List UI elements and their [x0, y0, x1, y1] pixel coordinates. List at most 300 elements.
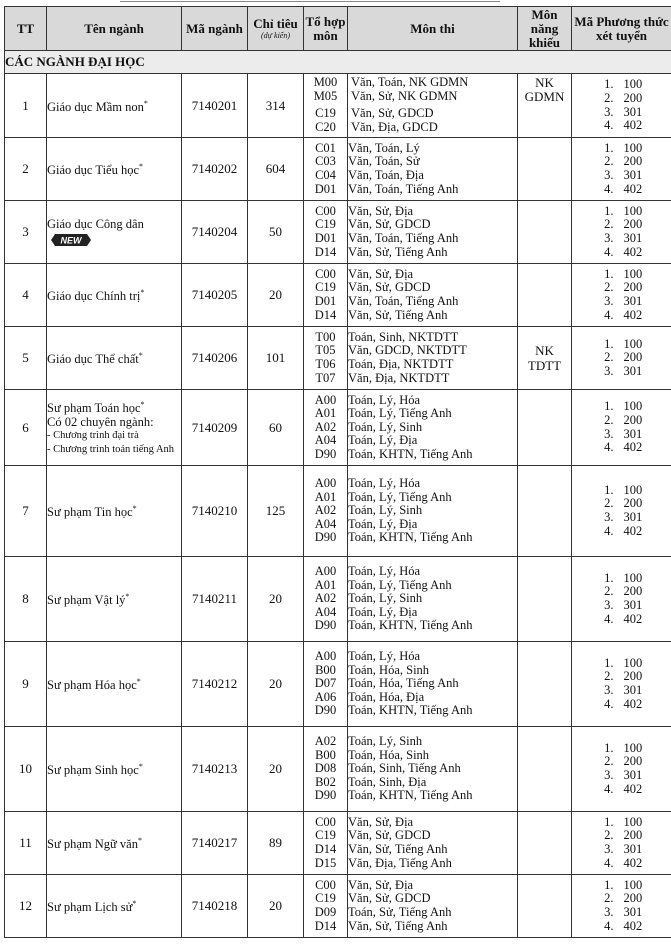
row-to-hop [304, 812, 348, 875]
combo-code: T05 [315, 343, 336, 358]
row-ma-nganh: 7140205 [182, 264, 248, 327]
major-name: Sư phạm Lịch sử [47, 900, 133, 915]
method-index: 4. [604, 440, 614, 455]
combo-subjects: Toán, Hóa, Sinh [348, 747, 430, 762]
combo-subjects: Văn, Toán, Tiếng Anh [348, 181, 459, 196]
combo-subjects: Toán, Lý, Hóa [348, 392, 421, 407]
section-row [5, 51, 671, 74]
combo-code: C00 [315, 814, 336, 829]
table-row [5, 875, 671, 938]
major-name: Sư phạm Sinh học [47, 763, 139, 778]
row-nang-khieu [518, 201, 572, 264]
method-code: 301 [623, 168, 643, 182]
method-code: 200 [623, 828, 643, 843]
combo-subjects: Toán, Sinh, Tiếng Anh [348, 761, 461, 776]
method-item [572, 351, 671, 365]
combo-code: C00 [315, 203, 336, 218]
major-name: Sư phạm Toán học [47, 401, 141, 416]
table-row [5, 138, 671, 201]
method-item [572, 892, 671, 906]
method-code: 402 [623, 696, 643, 711]
major-name: Sư phạm Hóa học [47, 678, 137, 693]
method-item [572, 169, 671, 183]
major-name: Giáo dục Mầm non [47, 100, 144, 115]
row-ma-nganh: 7140218 [182, 875, 248, 938]
method-index: 1. [604, 482, 614, 497]
method-code: 301 [623, 683, 643, 697]
row-chi-tieu: 50 [248, 201, 304, 264]
method-index: 1. [604, 655, 614, 670]
method-code: 200 [623, 496, 643, 511]
combo-code: B00 [315, 747, 336, 762]
method-index: 1. [604, 336, 614, 351]
method-code: 301 [623, 768, 643, 782]
combo-code: C01 [315, 140, 336, 155]
method-index: 2. [604, 828, 614, 843]
footnote-star: * [132, 504, 137, 514]
row-mon-thi [348, 727, 518, 812]
method-code: 100 [623, 655, 643, 670]
method-code: 402 [623, 855, 643, 870]
row-nang-khieu [518, 727, 572, 812]
method-item [572, 769, 671, 783]
row-ma-nganh: 7140213 [182, 727, 248, 812]
row-to-hop [304, 74, 348, 138]
row-chi-tieu: 604 [248, 138, 304, 201]
admission-table [4, 6, 671, 938]
method-code: 100 [623, 740, 643, 755]
method-code: 402 [623, 781, 643, 796]
method-index: 2. [604, 891, 614, 906]
row-name [47, 264, 182, 327]
combo-code: A04 [314, 433, 337, 448]
combo-subjects: Toán, Sử, Tiếng Anh [348, 905, 452, 919]
method-item [572, 484, 671, 498]
row-to-hop [304, 466, 348, 557]
method-code: 200 [623, 584, 643, 599]
method-code: 200 [623, 754, 643, 769]
method-code: 402 [623, 918, 643, 933]
combo-code: D90 [314, 530, 337, 545]
row-nang-khieu [518, 138, 572, 201]
row-name [47, 875, 182, 938]
row-phuong-thuc [572, 264, 671, 327]
method-item [572, 232, 671, 246]
row-chi-tieu: 20 [248, 727, 304, 812]
combo-code: D15 [314, 855, 337, 870]
method-item [572, 599, 671, 613]
row-phuong-thuc [572, 727, 671, 812]
row-ma-nganh: 7140217 [182, 812, 248, 875]
row-chi-tieu: 20 [248, 642, 304, 727]
method-index: 3. [604, 168, 614, 182]
row-phuong-thuc [572, 327, 671, 390]
footnote-star: * [138, 351, 143, 361]
combo-code: C19 [315, 280, 336, 295]
major-note: - Chương trình toán tiếng Anh [47, 444, 175, 456]
combo-subjects: Toán, KHTN, Tiếng Anh [348, 703, 473, 718]
header-ma-nganh: Mã ngành [182, 7, 248, 51]
combo-subjects: Toán, Hóa, Tiếng Anh [348, 676, 459, 691]
row-mon-thi [348, 642, 518, 727]
method-index: 4. [604, 696, 614, 711]
row-name [47, 201, 182, 264]
row-to-hop [304, 875, 348, 938]
svg-text:NEW: NEW [60, 235, 82, 246]
method-code: 100 [623, 399, 643, 414]
row-to-hop [304, 557, 348, 642]
combo-code: A04 [314, 604, 337, 619]
row-nang-khieu [518, 812, 572, 875]
method-item [572, 142, 671, 156]
method-item [572, 218, 671, 232]
method-index: 4. [604, 244, 614, 259]
combo-code: D14 [314, 842, 337, 856]
row-ma-nganh: 7140202 [182, 138, 248, 201]
combo-code: T06 [315, 357, 336, 371]
major-note: Có 02 chuyên ngành: [47, 415, 154, 430]
method-item [572, 613, 671, 627]
footnote-star: * [138, 762, 143, 772]
combo-subjects: Văn, Toán, Sử [348, 154, 420, 169]
row-tt: 6 [5, 390, 47, 466]
row-name [47, 812, 182, 875]
method-item [572, 783, 671, 797]
row-name [47, 557, 182, 642]
combo-subjects: Văn, Toán, Tiếng Anh [348, 231, 459, 245]
row-tt: 10 [5, 727, 47, 812]
nang-khieu-text: GDMN [524, 88, 565, 104]
row-chi-tieu: 89 [248, 812, 304, 875]
method-code: 301 [623, 363, 643, 378]
combo-code: D90 [314, 703, 337, 718]
row-to-hop [304, 390, 348, 466]
method-index: 4. [604, 307, 614, 322]
method-item [572, 400, 671, 414]
major-note: - Chương trình đại trà [47, 430, 139, 442]
row-mon-thi [348, 138, 518, 201]
row-mon-thi [348, 327, 518, 390]
header-ten-nganh: Tên ngành [47, 7, 182, 51]
method-item [572, 106, 671, 120]
method-index: 2. [604, 412, 614, 427]
method-code: 402 [623, 523, 643, 538]
row-name [47, 74, 182, 138]
combo-code: A02 [314, 503, 337, 518]
row-name [47, 390, 182, 466]
combo-code: A01 [314, 489, 337, 504]
combo-subjects: Văn, Sử, GDCD [351, 106, 434, 121]
method-item [572, 338, 671, 352]
major-name: Sư phạm Tin học [47, 505, 133, 520]
method-index: 2. [604, 669, 614, 684]
combo-code: A02 [314, 419, 337, 434]
row-phuong-thuc [572, 557, 671, 642]
combo-subjects: Toán, Lý, Sinh [348, 503, 423, 518]
method-item [572, 92, 671, 106]
method-code: 100 [623, 140, 643, 155]
combo-code: C00 [315, 877, 336, 892]
new-badge-icon [47, 231, 181, 247]
method-index: 4. [604, 118, 614, 133]
method-index: 2. [604, 754, 614, 769]
row-chi-tieu: 125 [248, 466, 304, 557]
footnote-star: * [139, 162, 144, 172]
method-item [572, 365, 671, 379]
method-code: 402 [623, 244, 643, 259]
method-item [572, 497, 671, 511]
method-index: 3. [604, 104, 614, 119]
method-item [572, 572, 671, 586]
row-ma-nganh: 7140212 [182, 642, 248, 727]
method-index: 3. [604, 363, 614, 378]
method-item [572, 428, 671, 442]
method-item [572, 511, 671, 525]
method-index: 3. [604, 510, 614, 524]
combo-code: D07 [314, 676, 337, 691]
combo-subjects: Văn, Sử, GDCD [348, 828, 431, 843]
method-code: 301 [623, 426, 643, 441]
row-phuong-thuc [572, 466, 671, 557]
row-name [47, 138, 182, 201]
method-item [572, 246, 671, 260]
header-chi-tieu-label: Chỉ tiêu [253, 16, 298, 31]
combo-code: D14 [314, 244, 337, 259]
combo-code: A02 [314, 591, 337, 606]
method-index: 4. [604, 181, 614, 196]
method-index: 1. [604, 203, 614, 218]
row-nang-khieu [518, 875, 572, 938]
row-nang-khieu [518, 642, 572, 727]
combo-subjects: Toán, KHTN, Tiếng Anh [348, 530, 473, 545]
method-item [572, 414, 671, 428]
footnote-star: * [137, 836, 142, 846]
method-index: 3. [604, 842, 614, 856]
row-mon-thi [348, 390, 518, 466]
combo-subjects: Văn, Sử, GDCD [348, 217, 431, 232]
method-code: 402 [623, 440, 643, 455]
combo-subjects: Toán, KHTN, Tiếng Anh [348, 618, 473, 633]
row-ma-nganh: 7140204 [182, 201, 248, 264]
method-item [572, 906, 671, 920]
row-tt: 9 [5, 642, 47, 727]
method-code: 301 [623, 842, 643, 856]
row-name [47, 327, 182, 390]
combo-code: C04 [315, 168, 336, 182]
header-mon-thi: Môn thi [348, 7, 518, 51]
method-item [572, 205, 671, 219]
row-nang-khieu [518, 390, 572, 466]
method-item [572, 183, 671, 197]
nk-top [518, 74, 571, 105]
method-code: 301 [623, 294, 643, 308]
combo-subjects: Văn, Toán, Địa [348, 168, 424, 182]
combo-code: B00 [315, 662, 336, 677]
method-item [572, 755, 671, 769]
combo-subjects: Văn, Sử, Tiếng Anh [348, 918, 448, 933]
method-code: 301 [623, 510, 643, 524]
method-index: 3. [604, 231, 614, 245]
combo-subjects: Toán, Lý, Hóa [348, 476, 421, 491]
major-name: Giáo dục Tiểu học [47, 163, 140, 178]
row-nang-khieu [518, 327, 572, 390]
row-tt: 2 [5, 138, 47, 201]
row-ma-nganh: 7140209 [182, 390, 248, 466]
row-chi-tieu: 60 [248, 390, 304, 466]
method-code: 200 [623, 280, 643, 295]
method-item [572, 879, 671, 893]
combo-code: C19 [315, 891, 336, 906]
method-code: 200 [623, 217, 643, 232]
method-item [572, 698, 671, 712]
combo-code: A01 [314, 406, 337, 421]
method-index: 2. [604, 217, 614, 232]
combo-code: C00 [315, 266, 336, 281]
method-item [572, 657, 671, 671]
row-mon-thi [348, 201, 518, 264]
combo-subjects: Toán, Lý, Hóa [348, 649, 421, 664]
combo-subjects: Toán, Lý, Hóa [348, 564, 421, 579]
combo-subjects: Văn, Địa, Tiếng Anh [348, 855, 452, 870]
combo-subjects: Toán, Hóa, Địa [348, 689, 425, 704]
method-code: 301 [623, 598, 643, 612]
row-tt: 7 [5, 466, 47, 557]
method-item [572, 829, 671, 843]
method-item [572, 281, 671, 295]
combo-code: D01 [314, 181, 337, 196]
combo-subjects: Toán, Lý, Địa [348, 433, 418, 448]
row-to-hop [304, 727, 348, 812]
combo-subjects: Toán, Lý, Sinh [348, 591, 423, 606]
combo-subjects: Toán, Địa, NKTDTT [348, 357, 454, 371]
method-code: 100 [623, 266, 643, 281]
table-header-row [5, 7, 671, 51]
combo-code: C19 [315, 828, 336, 843]
combo-subjects: Toán, KHTN, Tiếng Anh [348, 446, 473, 461]
row-ma-nganh: 7140210 [182, 466, 248, 557]
method-code: 200 [623, 891, 643, 906]
row-phuong-thuc [572, 138, 671, 201]
combo-subjects: Văn, Sử, Địa [348, 877, 414, 892]
method-index: 1. [604, 877, 614, 892]
combo-subjects: Văn, Toán, Tiếng Anh [348, 294, 459, 308]
method-item [572, 670, 671, 684]
row-nang-khieu [518, 74, 572, 138]
table-row [5, 557, 671, 642]
row-chi-tieu: 314 [248, 74, 304, 138]
combo-code: A00 [314, 392, 337, 407]
combo-code: A01 [314, 577, 337, 592]
header-tt: TT [5, 7, 47, 51]
combo-code: D90 [314, 618, 337, 633]
table-row [5, 642, 671, 727]
footnote-star: * [140, 288, 145, 298]
combo-code: D08 [314, 761, 337, 776]
combo-code: M05 [313, 88, 338, 103]
row-ma-nganh: 7140206 [182, 327, 248, 390]
method-index: 1. [604, 740, 614, 755]
method-index: 1. [604, 140, 614, 155]
header-chi-tieu-sub: (dự kiến) [260, 31, 290, 40]
combo-subjects: Toán, Sinh, NKTDTT [348, 329, 459, 344]
combo-code: T07 [315, 370, 336, 385]
method-code: 100 [623, 570, 643, 585]
method-item [572, 585, 671, 599]
combo-code: D90 [314, 788, 337, 803]
row-nang-khieu [518, 557, 572, 642]
section-title: CÁC NGÀNH ĐẠI HỌC [5, 51, 671, 74]
combo-code: A00 [314, 564, 337, 579]
combo-subjects: Toán, Lý, Sinh [348, 734, 423, 749]
nang-khieu-text: NK [535, 74, 554, 90]
method-code: 301 [623, 905, 643, 919]
major-name: Sư phạm Ngữ văn [47, 837, 138, 852]
row-chi-tieu: 20 [248, 264, 304, 327]
method-index: 1. [604, 266, 614, 281]
header-chi-tieu [248, 7, 304, 51]
footnote-star: * [136, 677, 141, 687]
method-item [572, 684, 671, 698]
row-name [47, 727, 182, 812]
row-chi-tieu: 20 [248, 875, 304, 938]
row-nang-khieu [518, 466, 572, 557]
method-index: 3. [604, 683, 614, 697]
combo-code: B02 [315, 774, 336, 789]
row-tt: 12 [5, 875, 47, 938]
combo-subjects: Văn, Địa, NKTDTT [348, 370, 450, 385]
method-index: 1. [604, 814, 614, 829]
method-index: 4. [604, 855, 614, 870]
method-item [572, 295, 671, 309]
combo-code: A04 [314, 516, 337, 531]
row-mon-thi [348, 74, 518, 138]
method-code: 100 [623, 482, 643, 497]
subj-top [348, 74, 517, 105]
row-to-hop [304, 264, 348, 327]
combo-code: T00 [315, 329, 336, 344]
combo-code: A06 [314, 689, 337, 704]
combo-code: D90 [314, 446, 337, 461]
row-to-hop [304, 327, 348, 390]
combo-subjects: Toán, Lý, Địa [348, 516, 418, 531]
row-mon-thi [348, 264, 518, 327]
method-code: 100 [623, 336, 643, 351]
method-index: 3. [604, 768, 614, 782]
table-body [5, 51, 671, 938]
combo-subjects: Toán, KHTN, Tiếng Anh [348, 788, 473, 803]
method-code: 402 [623, 611, 643, 626]
method-index: 3. [604, 426, 614, 441]
combo-subjects: Văn, Sử, GDCD [348, 280, 431, 295]
codes-bottom [304, 105, 347, 137]
footnote-star: * [143, 98, 148, 108]
method-index: 1. [604, 399, 614, 414]
row-tt: 5 [5, 327, 47, 390]
combo-code: A00 [314, 476, 337, 491]
method-index: 2. [604, 584, 614, 599]
row-tt: 1 [5, 74, 47, 138]
row-tt: 4 [5, 264, 47, 327]
method-code: 100 [623, 814, 643, 829]
combo-subjects: Văn, Sử, GDCD [348, 891, 431, 906]
method-code: 200 [623, 412, 643, 427]
combo-code: A00 [314, 649, 337, 664]
combo-code: C20 [315, 120, 336, 134]
header-to-hop-mon: Tổ hợp môn [304, 7, 348, 51]
combo-subjects: Văn, Sử, NK GDMN [351, 88, 458, 103]
method-item [572, 816, 671, 830]
major-name: Giáo dục Công dân [47, 216, 144, 231]
